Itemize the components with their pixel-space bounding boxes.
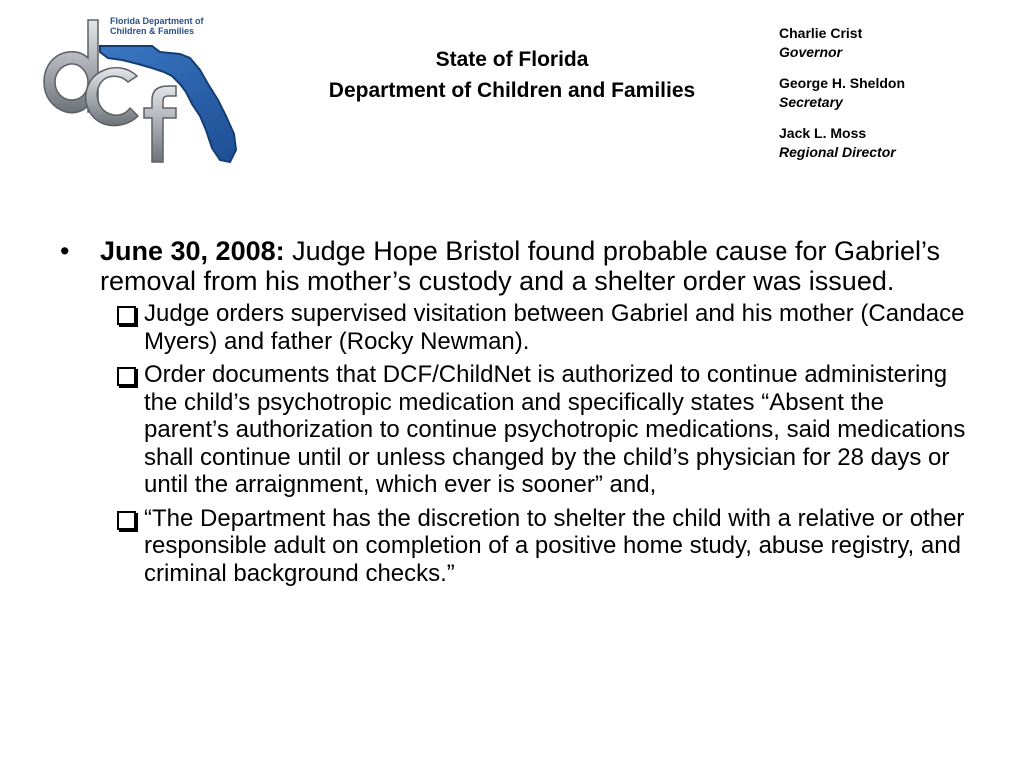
sub-bullet-text: “The Department has the discretion to shelter the child with a relative or other responsible adult on completion of a positive home study, abuse registry, and criminal background checks.” <box>144 504 965 587</box>
official-name: Charlie Crist <box>779 25 863 41</box>
checkbox-bullet-icon <box>117 306 136 325</box>
dcf-logo <box>40 12 240 168</box>
official-regional-director <box>779 124 1019 162</box>
logo-text-line2: Children & Families <box>110 26 195 36</box>
page-title <box>270 44 754 106</box>
official-name: George H. Sheldon <box>779 75 906 91</box>
sub-bullet-item <box>114 361 980 499</box>
main-bullet-date: June 30, 2008: <box>100 236 285 266</box>
checkbox-bullet-icon <box>117 511 136 530</box>
official-role: Governor <box>779 44 843 60</box>
sub-bullet-item <box>114 300 980 355</box>
main-bullet-body: Judge Hope Bristol found probable cause for Gabriel’s removal from his mother’s custody and a shelter order was issued. <box>100 236 941 296</box>
logo-text-line1: Florida Department of <box>110 16 204 26</box>
sub-bullet-item <box>114 505 980 588</box>
title-line-state: State of Florida <box>435 48 589 71</box>
slide-content <box>60 236 980 593</box>
sub-bullet-text: Order documents that DCF/ChildNet is authorized to continue administering the child’s psychotropic medication and specifically states “Absent the parent’s authorization to continue psychotropic medications, said medications shall continue until or unless changed by the child’s physician for 28 days or until the arraignment, which ever is sooner” and, <box>144 361 966 498</box>
bullet-icon: • <box>60 236 70 266</box>
official-governor <box>779 24 1019 62</box>
main-bullet-text <box>100 236 980 296</box>
official-secretary <box>779 74 1019 112</box>
official-name: Jack L. Moss <box>779 125 867 141</box>
sub-bullet-text: Judge orders supervised visitation between Gabriel and his mother (Candace Myers) and father (Rocky Newman). <box>144 300 965 355</box>
official-role: Regional Director <box>779 144 896 160</box>
main-bullet-item <box>60 236 980 296</box>
checkbox-bullet-icon <box>117 367 136 386</box>
title-line-department: Department of Children and Families <box>328 79 696 102</box>
official-role: Secretary <box>779 94 843 110</box>
sub-bullet-list <box>60 300 980 587</box>
officials-list <box>779 24 1019 174</box>
logo-text <box>110 16 204 36</box>
